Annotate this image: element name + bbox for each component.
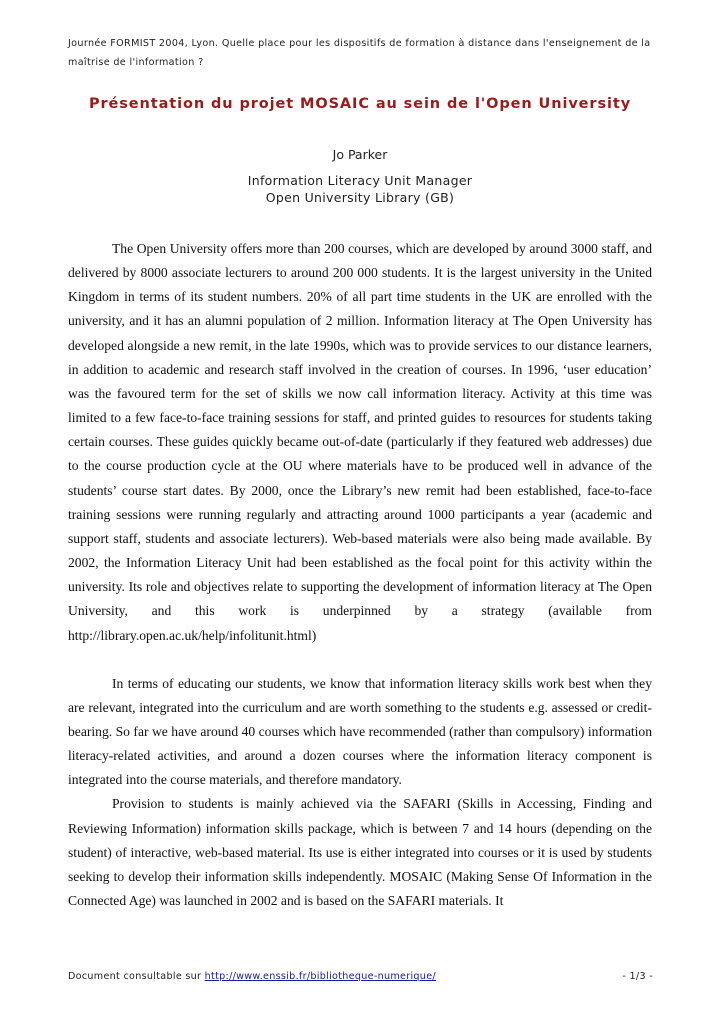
document-title: Présentation du projet MOSAIC au sein de l'Open University xyxy=(88,96,632,112)
running-header: Journée FORMIST 2004, Lyon. Quelle place pour les dispositifs de formation à distance dans l'enseignement de la maîtrise de l'information ? xyxy=(68,38,651,68)
paragraph-3: Provision to students is mainly achieved via the SAFARI (Skills in Accessing, Finding and Reviewing Information) information skills package, which is between 7 and 14 hours (depending on the student) of interactive, web-based material. Its use is either integrated into courses or it is used by students seeking to develop their information skills independently. MOSAIC (Making Sense Of Information in the Connected Age) was launched in 2002 and is based on the SAFARI materials. It xyxy=(68,796,652,909)
author-affiliation xyxy=(0,172,720,206)
body-text xyxy=(68,237,652,913)
footer-prefix: Document consultable sur xyxy=(68,971,205,982)
page-number: - 1/3 - xyxy=(622,971,653,982)
paragraph-2: In terms of educating our students, we know that information literacy skills work best when they are relevant, integrated into the curriculum and are worth something to the students e.g. assessed or credit-bearing. So far we have around 40 courses which have recommended (rather than compulsory) information literacy-related activities, and around a dozen courses where the information literacy component is integrated into the course materials, and therefore mandatory. xyxy=(68,675,652,788)
author-role: Information Literacy Unit Manager xyxy=(247,173,473,188)
paragraph-1: The Open University offers more than 200 courses, which are developed by around 3000 staff, and delivered by 8000 associate lecturers to around 200 000 students. It is the largest university in the United Kingdom in terms of its student numbers. 20% of all part time students in the UK are enrolled with the university, and it has an alumni population of 2 million. Information literacy at The Open University has developed alongside a new remit, in the late 1990s, which was to provide services to our distance learners, in addition to academic and research staff involved in the creation of courses. In 1996, ‘user education’ was the favoured term for the set of skills we now call information literacy. Activity at this time was limited to a few face-to-face training sessions for staff, and printed guides to resources for students taking certain courses. These guides quickly became out-of-date (particularly if they featured web addresses) due to the course production cycle at the OU where materials have to be produced well in advance of the students’ course start dates. By 2000, once the Library’s new remit had been established, face-to-face training sessions were running regularly and attracting around 1000 participants a year (academic and support staff, students and associate lecturers). Web-based materials were also being made available. By 2002, the Information Literacy Unit had been established as the focal point for this activity within the university. Its role and objectives relate to supporting the development of information literacy at The Open University, and this work is underpinned by a strategy (available from http://library.open.ac.uk/help/infolitunit.html) xyxy=(68,241,652,643)
footer-link[interactable]: http://www.enssib.fr/bibliotheque-numerique/ xyxy=(204,971,436,982)
author-name: Jo Parker xyxy=(332,147,388,162)
page-footer xyxy=(68,971,653,982)
author-institution: Open University Library (GB) xyxy=(265,190,455,205)
